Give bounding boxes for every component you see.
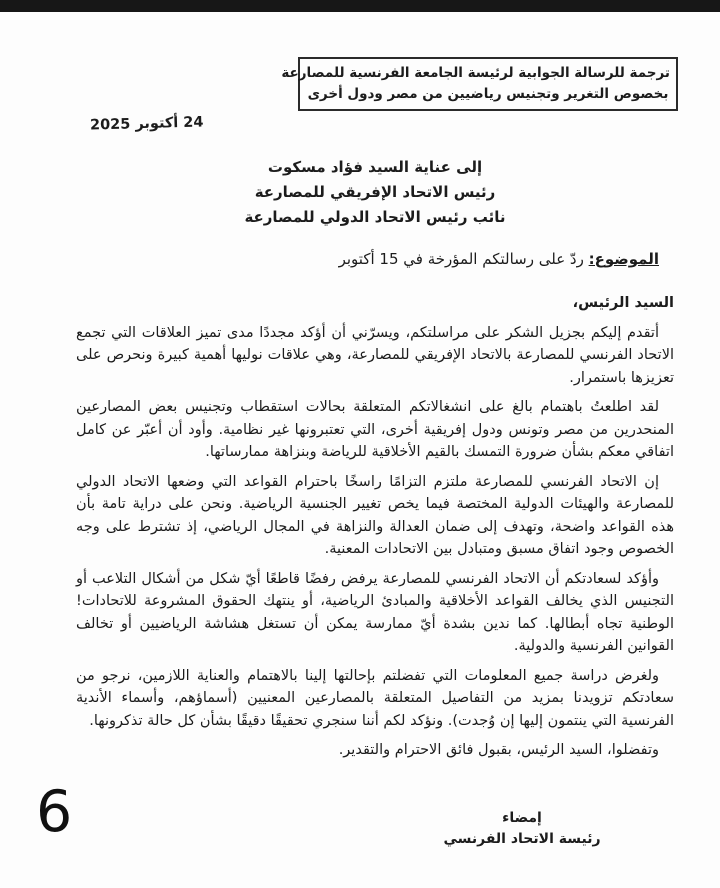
addressee-name: إلى عناية السيد فؤاد مسكوت — [267, 158, 483, 176]
addressee-title-1: رئيس الاتحاد الإفريقي للمصارعة — [254, 183, 496, 201]
paragraph-2: لقد اطلعتُ باهتمام بالغ على انشغالاتكم المتعلقة بحالات استقطاب وتجنيس بعض المصارعين المنحدرين من مصر وتونس ودول إفريقية أخرى، التي تعتبرونها غير نظامية. وأود أن أعبّر عن كامل اتفاقي معكم بشأن ضرورة التمسك بالقيم الأخلاقية للرياضة وبنزاهة ممارساتها. — [76, 399, 674, 460]
paragraph-5: ولغرض دراسة جميع المعلومات التي تفضلتم بإحالتها إلينا بالاهتمام والعناية اللازمين، نرجو من سعادتكم تزويدنا بمزيد من التفاصيل المتعلقة بالمصارعين المعنيين (أسماؤهم، وأسماء الأندية الفرنسية التي ينتمون إليها إن وُجدت). ونؤكد لكم أننا سنجري تحقيقًا دقيقًا بشأن كل حالة تذكرونها. — [76, 667, 674, 729]
translation-note-line2: بخصوص التغرير وتجنيس رياضيين من مصر ودول أخرى — [307, 86, 669, 102]
translation-note-line1: ترجمة للرسالة الجوابية لرئيسة الجامعة الفرنسية للمصارعة — [281, 65, 670, 81]
signature-word: إمضاء — [502, 810, 542, 826]
signature-block — [422, 808, 622, 850]
salutation: السيد الرئيس، — [572, 295, 674, 311]
letter-body — [76, 292, 674, 762]
subject-line — [339, 250, 659, 268]
addressee-block — [30, 155, 720, 230]
addressee-title-2: نائب رئيس الاتحاد الدولي للمصارعة — [244, 208, 506, 226]
closing-line: وتفضلوا، السيد الرئيس، بقبول فائق الاحترام والتقدير. — [338, 742, 659, 758]
translation-note-box — [281, 57, 678, 111]
subject-label: الموضوع: — [588, 250, 659, 268]
page-number: 6 — [36, 779, 73, 845]
paragraph-1: أتقدم إليكم بجزيل الشكر على مراسلتكم، ويسرّني أن أؤكد مجددًا مدى تميز العلاقات التي تجمع الاتحاد الفرنسي للمصارعة بالاتحاد الإفريقي للمصارعة، وهي علاقات نوليها أهمية كبيرة ونحرص على تعزيزها باستمرار. — [76, 324, 674, 386]
subject-text: ردّ على رسالتكم المؤرخة في 15 أكتوبر — [338, 250, 589, 268]
paragraph-3: إن الاتحاد الفرنسي للمصارعة ملتزم التزامًا راسخًا باحترام القواعد التي وضعها الاتحاد الدولي للمصارعة والهيئات الدولية المختصة فيما يخص تغيير الجنسية الرياضية. ونحن على دراية تامة بأن هذه القواعد واضحة، وتهدف إلى ضمان العدالة والنزاهة في المجال الرياضي، إذ تشترط على وجه الخصوص وجود اتفاق مسبق ومتبادل بين الاتحادات المعنية. — [76, 473, 674, 557]
letter-date: 24 أكتوبر 2025 — [89, 114, 204, 134]
scan-top-edge-bar — [0, 0, 720, 12]
paragraph-4: وأؤكد لسعادتكم أن الاتحاد الفرنسي للمصارعة يرفض رفضًا قاطعًا أيّ شكل من أشكال التلاعب أو التجنيس الذي يخالف القواعد الأخلاقية والمبادئ الرياضية، أو ينتهك الحقوق المشروعة للاتحادات! الوطنية تجاه أبطالها. كما ندين بشدة أيّ ممارسة يمكن أن تستغل هشاشة الرياضيين أو تخالف القوانين الفرنسية والدولية. — [76, 570, 674, 654]
signature-title: رئيسة الاتحاد الفرنسي — [443, 831, 601, 847]
